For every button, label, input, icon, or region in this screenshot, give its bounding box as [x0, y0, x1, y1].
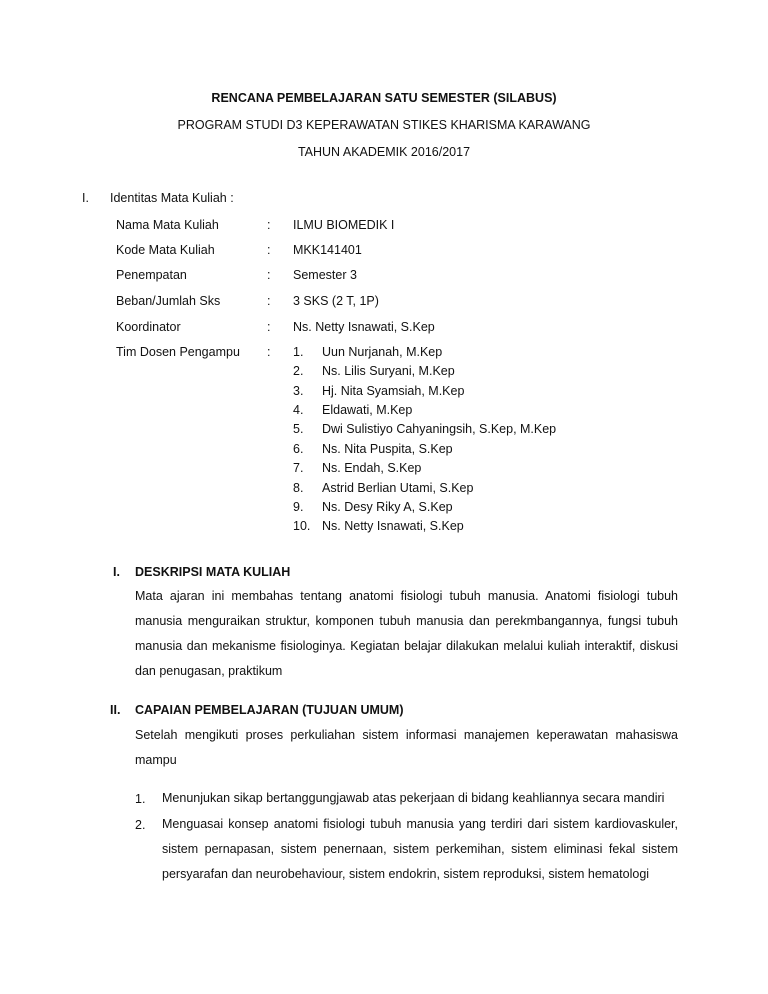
capaian-heading: CAPAIAN PEMBELAJARAN (TUJUAN UMUM): [135, 703, 404, 717]
identitas-colon: :: [267, 268, 271, 282]
identitas-value: ILMU BIOMEDIK I: [293, 218, 395, 232]
dosen-name: Ns. Endah, S.Kep: [322, 461, 422, 475]
identitas-heading: Identitas Mata Kuliah :: [110, 191, 234, 205]
identitas-label: Beban/Jumlah Sks: [116, 294, 221, 308]
list-number: 6.: [293, 442, 304, 456]
identitas-value: Semester 3: [293, 268, 357, 282]
identitas-label: Nama Mata Kuliah: [116, 218, 219, 232]
identitas-label: Penempatan: [116, 268, 187, 282]
dosen-name: Ns. Netty Isnawati, S.Kep: [322, 519, 464, 533]
identitas-colon: :: [267, 218, 271, 232]
document-title: RENCANA PEMBELAJARAN SATU SEMESTER (SILABUS): [211, 91, 557, 105]
identitas-value: Ns. Netty Isnawati, S.Kep: [293, 320, 435, 334]
list-number: 4.: [293, 403, 304, 417]
list-number: 10.: [293, 519, 311, 533]
capaian-number: II.: [110, 703, 121, 717]
list-number: 7.: [293, 461, 304, 475]
dosen-name: Dwi Sulistiyo Cahyaningsih, S.Kep, M.Kep: [322, 422, 557, 436]
identitas-label: Koordinator: [116, 320, 181, 334]
list-number: 9.: [293, 500, 304, 514]
identitas-label: Kode Mata Kuliah: [116, 243, 215, 257]
capaian-item: Menguasai konsep anatomi fisiologi tubuh manusia yang terdiri dari sistem kardiovaskuler, sistem pernapasan, sistem penernaan, sistem perkemihan, sistem eliminasi fekal sistem persyarafan dan neurobehaviour, sistem endokrin, sistem reproduksi, sistem hematologi: [162, 817, 678, 881]
capaian-intro: Setelah mengikuti proses perkuliahan sistem informasi manajemen keperawatan mahasiswa mampu: [135, 728, 678, 767]
list-number: 2.: [135, 818, 146, 832]
identitas-colon: :: [267, 345, 271, 359]
identitas-colon: :: [267, 320, 271, 334]
deskripsi-heading: DESKRIPSI MATA KULIAH: [135, 565, 291, 579]
dosen-name: Ns. Lilis Suryani, M.Kep: [322, 364, 455, 378]
academic-year: TAHUN AKADEMIK 2016/2017: [297, 145, 471, 159]
dosen-name: Uun Nurjanah, M.Kep: [322, 345, 443, 359]
list-number: 1.: [135, 792, 146, 806]
dosen-name: Hj. Nita Syamsiah, M.Kep: [322, 384, 465, 398]
list-number: 8.: [293, 481, 304, 495]
dosen-label: Tim Dosen Pengampu: [116, 345, 240, 359]
identitas-value: 3 SKS (2 T, 1P): [293, 294, 379, 308]
list-number: 1.: [293, 345, 304, 359]
deskripsi-paragraph: Mata ajaran ini membahas tentang anatomi fisiologi tubuh manusia. Anatomi fisiologi tubuh manusia menguraikan struktur, komponen tubuh manusia dan perekmbangannya, fungsi tubuh manusia dan mekanisme fisiologinya. Kegiatan belajar dilakukan melalui kuliah interaktif, diskusi dan penugasan, praktikum: [135, 589, 678, 678]
dosen-name: Eldawati, M.Kep: [322, 403, 413, 417]
deskripsi-number: I.: [113, 565, 120, 579]
list-number: 2.: [293, 364, 304, 378]
dosen-name: Astrid Berlian Utami, S.Kep: [322, 481, 474, 495]
identitas-colon: :: [267, 294, 271, 308]
identitas-value: MKK141401: [293, 243, 362, 257]
capaian-item: Menunjukan sikap bertanggungjawab atas pekerjaan di bidang keahliannya secara mandiri: [162, 791, 665, 805]
list-number: 3.: [293, 384, 304, 398]
dosen-name: Ns. Desy Riky A, S.Kep: [322, 500, 453, 514]
identitas-colon: :: [267, 243, 271, 257]
list-number: 5.: [293, 422, 304, 436]
identitas-number: I.: [82, 191, 89, 205]
dosen-name: Ns. Nita Puspita, S.Kep: [322, 442, 453, 456]
program-name: PROGRAM STUDI D3 KEPERAWATAN STIKES KHARISMA KARAWANG: [177, 118, 591, 132]
